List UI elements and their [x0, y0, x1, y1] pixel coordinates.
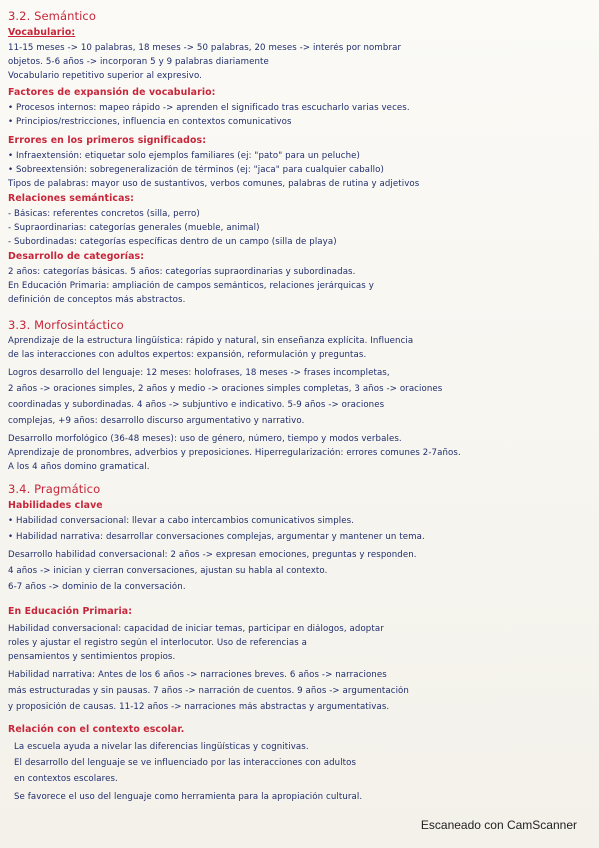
camscanner-footer: Escaneado con CamScanner [420, 818, 577, 832]
text-line: Aprendizaje de la estructura lingüística: rápido y natural, sin enseñanza explícita. Influencia [8, 336, 414, 346]
text-line: en contextos escolares. [14, 774, 118, 784]
text-line: Desarrollo morfológico (36-48 meses): uso de género, número, tiempo y modos verbales. [8, 434, 402, 444]
text-line: Tipos de palabras: mayor uso de sustantivos, verbos comunes, palabras de rutina y adjetivos [8, 179, 420, 189]
text-line: • Habilidad narrativa: desarrollar conversaciones complejas, argumentar y mantener un tema. [8, 532, 425, 542]
text-line: La escuela ayuda a nivelar las diferencias lingüísticas y cognitivas. [14, 742, 309, 752]
text-line: • Sobreextensión: sobregeneralización de términos (ej: "jaca" para cualquier caballo) [8, 165, 384, 175]
section-title-pragmatico: 3.4. Pragmático [8, 482, 101, 496]
text-line: pensamientos y sentimientos propios. [8, 652, 176, 662]
text-line: • Infraextensión: etiquetar solo ejemplos familiares (ej: "pato" para un peluche) [8, 151, 360, 161]
text-line: 4 años -> inician y cierran conversaciones, ajustan su habla al contexto. [8, 566, 328, 576]
text-line: • Principios/restricciones, influencia en contextos comunicativos [8, 117, 292, 127]
heading-factores: Factores de expansión de vocabulario: [8, 87, 216, 98]
text-line: roles y ajustar el registro según el interlocutor. Uso de referencias a [8, 638, 307, 648]
text-line: objetos. 5-6 años -> incorporan 5 y 9 palabras diariamente [8, 57, 269, 67]
text-line: - Subordinadas: categorías específicas dentro de un campo (silla de playa) [8, 237, 337, 247]
heading-vocabulario: Vocabulario: [8, 27, 76, 38]
text-line: - Básicas: referentes concretos (silla, perro) [8, 209, 200, 219]
text-line: Logros desarrollo del lenguaje: 12 meses: holofrases, 18 meses -> frases incompletas, [8, 368, 390, 378]
section-title-semantico: 3.2. Semántico [8, 9, 96, 23]
heading-educacion-primaria: En Educación Primaria: [8, 606, 133, 617]
text-line: Desarrollo habilidad conversacional: 2 años -> expresan emociones, preguntas y responden. [8, 550, 417, 560]
text-line: Vocabulario repetitivo superior al expresivo. [8, 71, 202, 81]
text-line: • Habilidad conversacional: llevar a cabo intercambios comunicativos simples. [8, 516, 355, 526]
text-line: 2 años -> oraciones simples, 2 años y medio -> oraciones simples completas, 3 años -> oraciones [8, 384, 443, 394]
text-line: más estructuradas y sin pausas. 7 años -> narración de cuentos. 9 años -> argumentación [8, 686, 409, 696]
text-line: 11-15 meses -> 10 palabras, 18 meses -> 50 palabras, 20 meses -> interés por nombrar [8, 43, 402, 53]
heading-relaciones: Relaciones semánticas: [8, 193, 135, 204]
text-line: coordinadas y subordinadas. 4 años -> subjuntivo e indicativo. 5-9 años -> oraciones [8, 400, 385, 410]
heading-contexto-escolar: Relación con el contexto escolar. [8, 724, 185, 735]
text-line: Aprendizaje de pronombres, adverbios y preposiciones. Hiperregularización: errores comunes 2-7años. [8, 448, 461, 458]
text-line: Habilidad narrativa: Antes de los 6 años -> narraciones breves. 6 años -> narraciones [8, 670, 387, 680]
text-line: - Supraordinarias: categorías generales (mueble, animal) [8, 223, 260, 233]
heading-errores: Errores en los primeros significados: [8, 135, 207, 146]
text-line: Se favorece el uso del lenguaje como herramienta para la apropiación cultural. [14, 792, 363, 802]
text-line: A los 4 años domino gramatical. [8, 462, 150, 472]
heading-desarrollo-categorias: Desarrollo de categorías: [8, 251, 145, 262]
text-line: Habilidad conversacional: capacidad de iniciar temas, participar en diálogos, adoptar [8, 624, 384, 634]
text-line: de las interacciones con adultos expertos: expansión, reformulación y preguntas. [8, 350, 367, 360]
text-line: definición de conceptos más abstractos. [8, 295, 186, 305]
text-line: 6-7 años -> dominio de la conversación. [8, 582, 186, 592]
text-line: El desarrollo del lenguaje se ve influenciado por las interacciones con adultos [14, 758, 357, 768]
text-line: y proposición de causas. 11-12 años -> narraciones más abstractas y argumentativas. [8, 702, 390, 712]
heading-habilidades-clave: Habilidades clave [8, 500, 103, 511]
text-line: 2 años: categorías básicas. 5 años: categorías supraordinarias y subordinadas. [8, 267, 356, 277]
text-line: En Educación Primaria: ampliación de campos semánticos, relaciones jerárquicas y [8, 281, 374, 291]
section-title-morfosintactico: 3.3. Morfosintáctico [8, 318, 124, 332]
text-line: complejas, +9 años: desarrollo discurso argumentativo y narrativo. [8, 416, 305, 426]
text-line: • Procesos internos: mapeo rápido -> aprenden el significado tras escucharlo varias veces. [8, 103, 410, 113]
